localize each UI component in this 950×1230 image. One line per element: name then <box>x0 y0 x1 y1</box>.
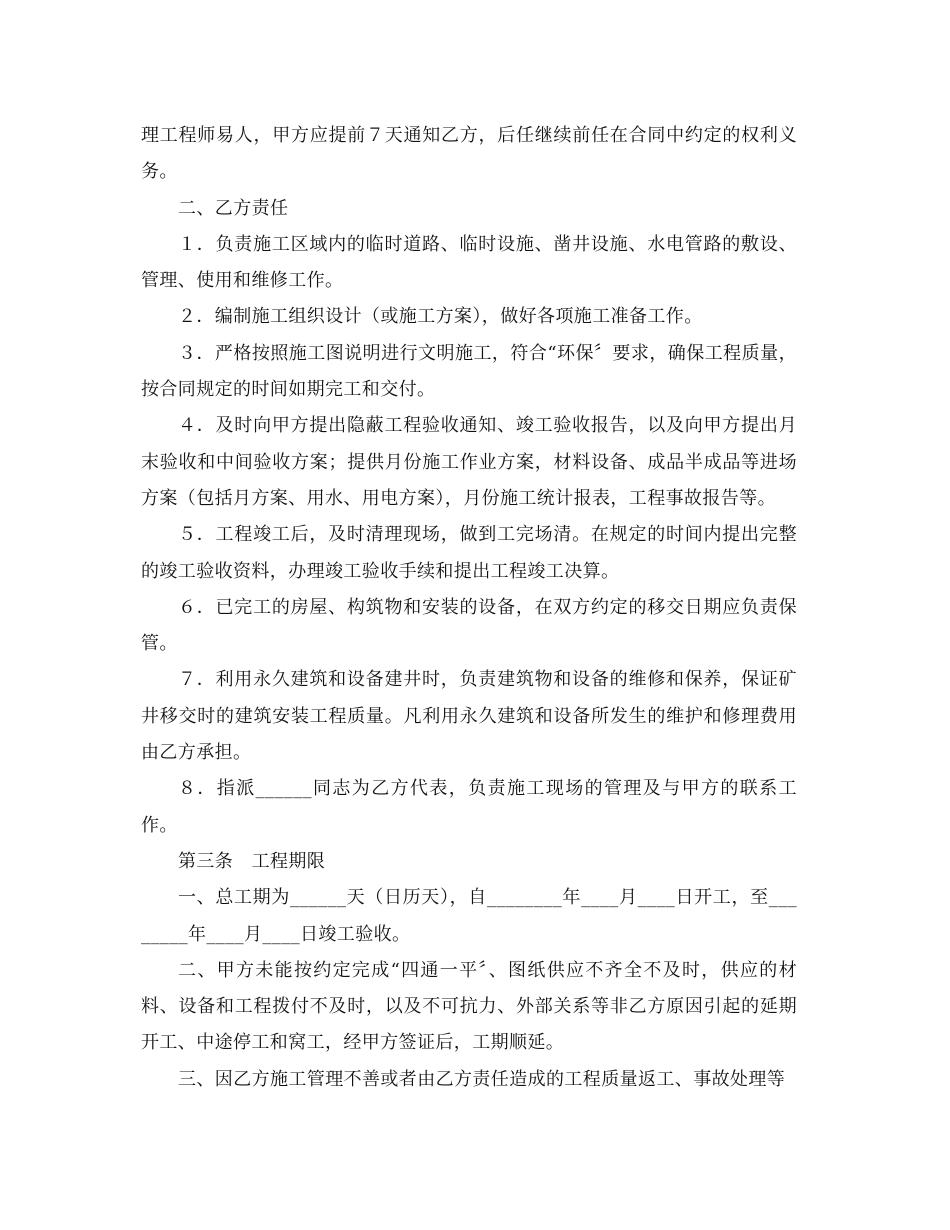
clause-item-5: ５．工程竣工后，及时清理现场，做到工完场清。在规定的时间内提出完整的竣工验收资料，办理竣工验收手续和提出工程竣工决算。 <box>141 524 797 582</box>
period-item-2: 二、甲方未能按约定完成“四通一平〞、图纸供应不齐全不及时，供应的材料、设备和工程拨付不及时，以及不可抗力、外部关系等非乙方原因引起的延期开工、中途停工和窝工，经甲方签证后，工期顺延。 <box>141 959 797 1054</box>
clause-item-1: １．负责施工区域内的临时道路、临时设施、凿井设施、水电管路的敷设、管理、使用和维修工作。 <box>141 233 797 292</box>
article-heading-construction-period: 第三条 工程期限 <box>178 850 326 872</box>
clause-item-2: ２．编制施工组织设计（或施工方案），做好各项施工准备工作。 <box>178 306 703 328</box>
period-item-1: 一、总工期为______天（日历天），自________年____月____日开工，至________年____月____日竣工验收。 <box>141 887 797 945</box>
clause-item-4: ４．及时向甲方提出隐蔽工程验收通知、竣工验收报告，以及向甲方提出月末验收和中间验收方案；提供月份施工作业方案，材料设备、成品半成品等进场方案（包括月方案、用水、用电方案），月份施工统计报表，工程事故报告等。 <box>141 415 797 509</box>
section-heading-party-b-duties: 二、乙方责任 <box>178 197 289 219</box>
paragraph-continuation: 理工程师易人，甲方应提前７天通知乙方，后任继续前任在合同中约定的权利义务。 <box>141 125 797 183</box>
clause-item-6: ６．已完工的房屋、构筑物和安装的设备，在双方约定的移交日期应负责保管。 <box>141 596 797 655</box>
clause-item-8: ８．指派______同志为乙方代表，负责施工现场的管理及与甲方的联系工作。 <box>141 778 797 836</box>
period-item-3: 三、因乙方施工管理不善或者由乙方责任造成的工程质量返工、事故处理等 <box>178 1068 786 1090</box>
clause-item-3: ３．严格按照施工图说明进行文明施工，符合“环保〞要求，确保工程质量，按合同规定的时间如期完工和交付。 <box>141 342 797 401</box>
clause-item-7: ７．利用永久建筑和设备建井时，负责建筑物和设备的维修和保养，保证矿井移交时的建筑安装工程质量。凡利用永久建筑和设备所发生的维护和修理费用由乙方承担。 <box>141 669 797 764</box>
document-body <box>141 118 797 1098</box>
